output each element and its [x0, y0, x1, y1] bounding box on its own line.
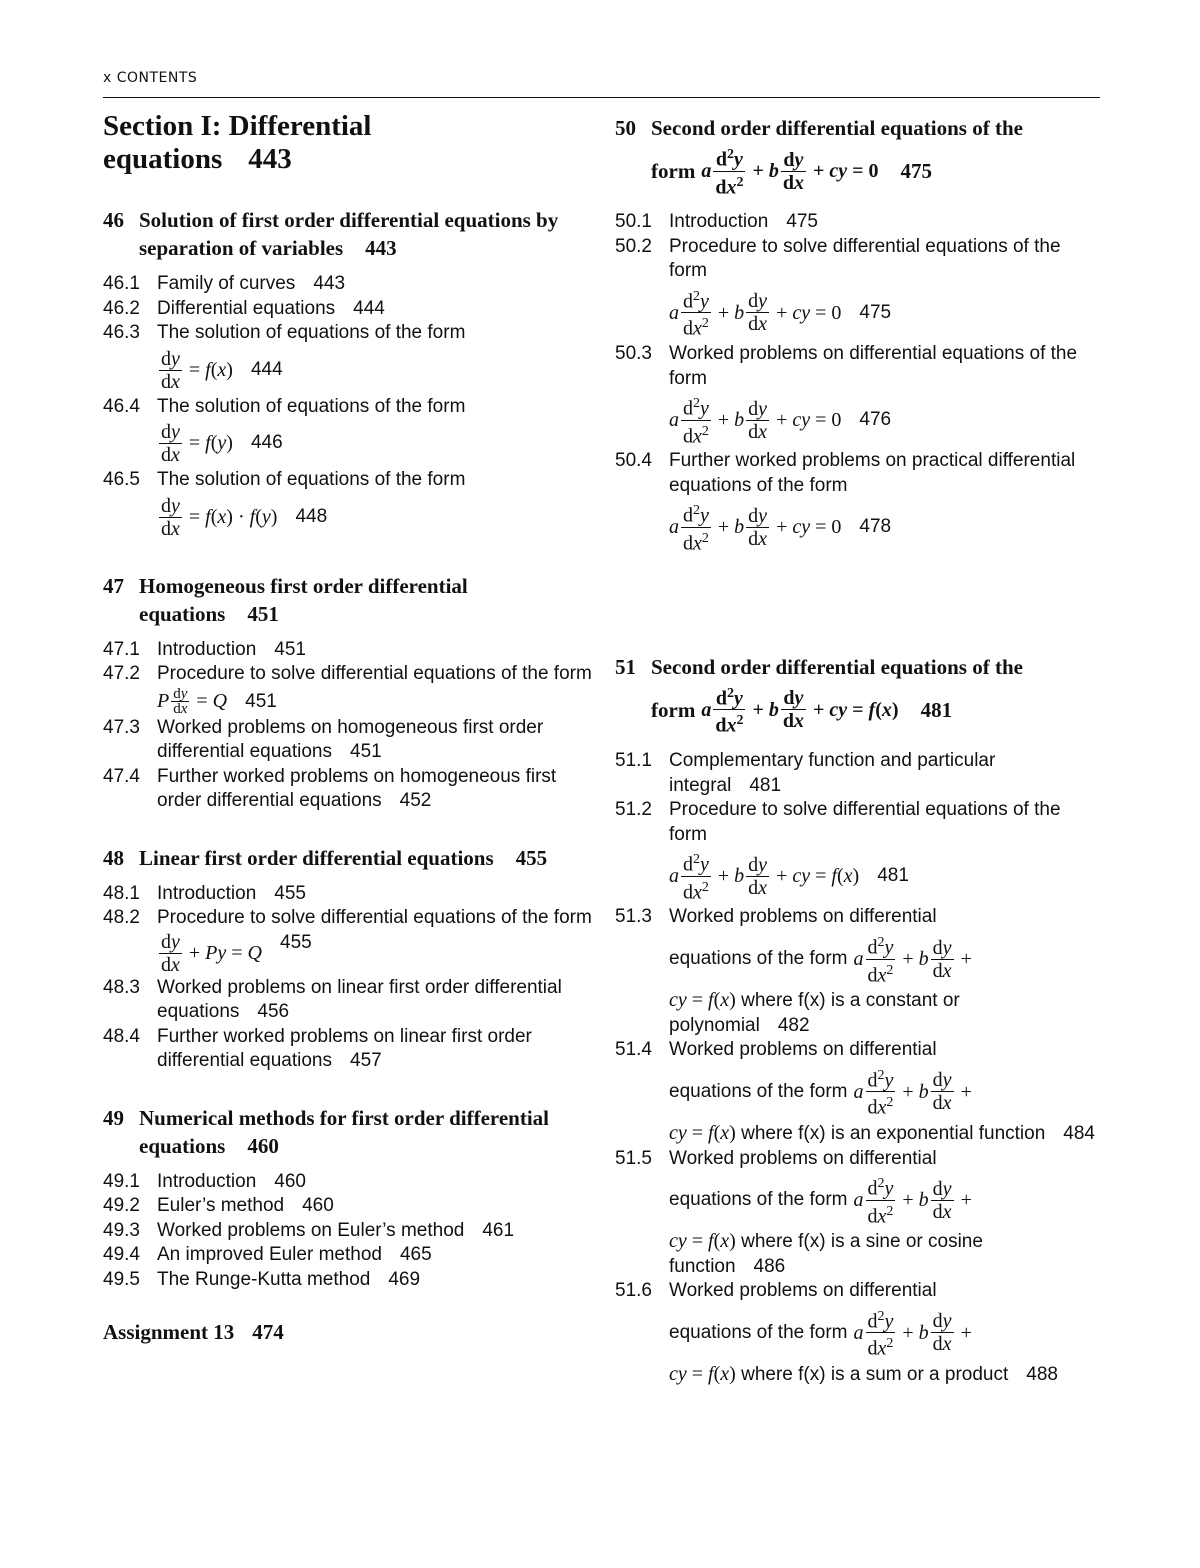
toc-item-46-1[interactable] [103, 272, 593, 297]
item-text: Further worked problems on homogeneous first order differential equations [157, 765, 557, 811]
item-text: Procedure to solve differential equations of the form [157, 907, 592, 928]
chapter-number: 46 [103, 208, 124, 232]
formula-second-order-homogeneous: a $\frac{d^2y}{dx^2}$ + b $\frac{dy}{dx}$ + cy = 0 [669, 288, 842, 341]
chapter-page: 460 [247, 1133, 279, 1158]
chapter-50-heading[interactable] [615, 114, 1100, 200]
item-text: An improved Euler method [157, 1244, 382, 1265]
item-page: 446 [250, 432, 283, 454]
item-number: 47.3 [103, 716, 140, 738]
item-page: 475 [786, 211, 818, 233]
item-text: Worked problems on differential [669, 1039, 937, 1061]
item-number: 46.1 [103, 273, 140, 294]
item-number: 49.5 [103, 1268, 140, 1290]
toc-item-47-2[interactable] [103, 662, 593, 716]
formula-second-order-homogeneous: a $\frac{d^2y}{dx^2}$ + b $\frac{dy}{dx}$ + cy = 0 [701, 147, 879, 199]
item-text: Worked problems on homogeneous first order differential equations [157, 716, 544, 762]
item-text: equations of the form [669, 947, 848, 969]
toc-item-49-2[interactable] [103, 1194, 593, 1219]
item-text: Worked problems on linear first order differential equations [157, 976, 562, 1022]
toc-item-50-4[interactable] [615, 449, 1100, 556]
chapter-page: 475 [900, 159, 933, 184]
chapter-number: 49 [103, 1105, 124, 1130]
item-tail: where f(x) is a sum or a product [741, 1364, 1009, 1386]
item-page: 484 [1063, 1123, 1095, 1144]
item-page: 452 [399, 790, 432, 811]
item-page: 469 [388, 1268, 421, 1290]
formula-p-dy-dx-q: P $\frac{dy}{dx}$ = Q [157, 685, 228, 717]
item-page: 457 [350, 1050, 382, 1071]
chapter-49-items [103, 1170, 593, 1293]
item-text: Worked problems on differential [669, 906, 937, 928]
section-title-line1: Section I: Differential [103, 110, 372, 142]
toc-item-48-3[interactable] [103, 976, 593, 1025]
item-text: Procedure to solve differential equations of the form [669, 235, 1061, 282]
formula-lhs: a $\frac{d^2y}{dx^2}$ + b $\frac{dy}{dx}$ + [853, 1067, 972, 1119]
item-page: 451 [245, 690, 277, 712]
item-page: 460 [274, 1170, 306, 1192]
chapter-title: Linear first order differential equations [139, 845, 494, 870]
item-page: 475 [859, 301, 892, 323]
chapter-number: 51 [615, 654, 636, 679]
item-number: 48.2 [103, 907, 140, 928]
item-number: 51.1 [615, 750, 652, 772]
chapter-46-items [103, 272, 593, 542]
item-number: 51.4 [615, 1039, 652, 1061]
item-text: Worked problems on differential equations of the form [669, 343, 1078, 389]
toc-item-47-3[interactable] [103, 716, 593, 765]
item-text: The solution of equations of the form [157, 395, 466, 417]
formula-second-order-homogeneous: a $\frac{d^2y}{dx^2}$ + b $\frac{dy}{dx}$ + cy = 0 [669, 396, 842, 448]
item-number: 51.6 [615, 1280, 652, 1302]
item-page: 465 [399, 1244, 432, 1265]
item-text: Worked problems on Euler’s method [157, 1219, 465, 1241]
item-text: Procedure to solve differential equations of the form [669, 799, 1061, 845]
chapter-number: 47 [103, 573, 124, 598]
item-tail: where f(x) is a sine or cosine function [669, 1231, 983, 1277]
section-title[interactable] [103, 110, 593, 176]
item-page: 443 [313, 273, 346, 294]
item-page: 444 [353, 297, 385, 319]
assignment-13[interactable] [103, 1320, 593, 1345]
toc-item-47-4[interactable] [103, 765, 593, 814]
toc-item-46-2[interactable] [103, 297, 593, 322]
toc-item-51-6[interactable]: 51.6 Worked problems on differential equations of the form a $\frac{d^2y}{dx^2}$ + b $\frac{dy}{dx}$ + cy = f ( x ) where f(x) is a sum or a product 488 [615, 1279, 1100, 1387]
formula-lhs: a $\frac{d^2y}{dx^2}$ + b $\frac{dy}{dx}$ + [853, 1308, 972, 1361]
left-column [103, 110, 593, 1345]
item-text: equations of the form [669, 1188, 848, 1210]
header-rule [103, 97, 1100, 98]
item-number: 46.5 [103, 469, 140, 490]
item-text: Further worked problems on practical differential equations of the form [669, 450, 1076, 496]
item-page: 451 [350, 741, 382, 762]
running-head: x CONTENTS [103, 70, 198, 86]
item-text: Family of curves [157, 273, 296, 294]
item-page: 488 [1026, 1364, 1058, 1386]
chapter-46-heading[interactable] [103, 206, 593, 262]
formula-second-order-nonhomogeneous: a $\frac{d^2y}{dx^2}$ + b $\frac{dy}{dx}$ + cy = f ( x ) [701, 685, 899, 738]
item-number: 46.2 [103, 297, 140, 319]
chapter-number: 48 [103, 845, 124, 870]
formula-dy-dx-fx: $\frac{dy}{dx}$ = f ( x ) [161, 347, 233, 393]
item-page: 481 [749, 774, 782, 796]
toc-item-46-3[interactable] [103, 321, 593, 395]
toc-item-48-1[interactable] [103, 882, 593, 907]
chapter-page: 451 [247, 601, 279, 626]
item-tail: where f(x) is an exponential function [741, 1123, 1046, 1144]
item-text: Further worked problems on linear first order differential equations [157, 1025, 532, 1071]
item-text: Introduction [157, 638, 257, 660]
chapter-title: Second order differential equations of the [651, 654, 1023, 679]
item-page: 460 [302, 1195, 334, 1216]
section-page: 443 [248, 143, 292, 175]
item-number: 49.2 [103, 1195, 140, 1216]
formula-dy-dx-fx-fy: $\frac{dy}{dx}$ = f ( x ) · f ( y ) [161, 494, 278, 540]
toc-item-49-4[interactable] [103, 1243, 593, 1268]
chapter-47-items [103, 638, 593, 814]
section-title-line2: equations [103, 143, 223, 175]
item-page: 451 [274, 638, 306, 660]
item-page: 456 [257, 1001, 290, 1022]
right-column [615, 114, 1100, 1388]
formula-lhs: a $\frac{d^2y}{dx^2}$ + b $\frac{dy}{dx}$ + [853, 1176, 972, 1228]
item-number: 50.1 [615, 211, 652, 233]
item-number: 46.3 [103, 322, 140, 343]
chapter-page: 455 [515, 845, 548, 870]
item-page: 476 [859, 409, 892, 431]
toc-item-46-4[interactable] [103, 395, 593, 469]
item-page: 482 [777, 1014, 810, 1036]
item-text: The solution of equations of the form [157, 322, 466, 343]
toc-item-49-5[interactable] [103, 1268, 593, 1293]
item-number: 46.4 [103, 395, 140, 417]
item-text: Introduction [157, 1170, 257, 1192]
item-number: 47.2 [103, 663, 140, 684]
toc-item-46-5[interactable] [103, 468, 593, 542]
item-number: 49.4 [103, 1244, 140, 1265]
toc-item-49-3[interactable] [103, 1219, 593, 1244]
toc-item-50-2[interactable] [615, 235, 1100, 342]
item-text: The Runge-Kutta method [157, 1268, 371, 1290]
item-number: 48.4 [103, 1025, 140, 1047]
item-number: 51.3 [615, 906, 652, 928]
toc-item-50-1[interactable] [615, 210, 1100, 235]
item-text: Worked problems on differential [669, 1147, 937, 1169]
chapter-50-items [615, 210, 1100, 556]
item-text: Introduction [669, 211, 769, 233]
item-number: 49.1 [103, 1170, 140, 1192]
formula-lhs: a $\frac{d^2y}{dx^2}$ + b $\frac{dy}{dx}$ + [853, 934, 972, 987]
toc-item-50-3[interactable] [615, 342, 1100, 449]
item-text: Introduction [157, 882, 257, 904]
chapter-title: Solution of first order differential equations by separation of variables [139, 208, 559, 260]
chapter-title: Numerical methods for first order differential equations [139, 1105, 549, 1158]
toc-item-47-1[interactable] [103, 638, 593, 663]
item-page: 448 [295, 505, 328, 527]
assignment-page: 474 [252, 1320, 284, 1344]
chapter-number: 50 [615, 116, 636, 140]
formula-second-order-nonhomogeneous: a $\frac{d^2y}{dx^2}$ + b $\frac{dy}{dx}$ + cy = f ( x ) [669, 852, 860, 904]
item-text: Differential equations [157, 297, 336, 319]
assignment-label: Assignment 13 [103, 1320, 235, 1344]
item-number: 49.3 [103, 1219, 140, 1241]
chapter-title-form: form [651, 159, 696, 184]
item-page: 486 [753, 1255, 786, 1277]
chapter-title-form: form [651, 697, 696, 722]
chapter-48-heading[interactable] [103, 844, 593, 872]
toc-item-51-4[interactable]: 51.4 Worked problems on differential equations of the form a $\frac{d^2y}{dx^2}$ + b $\frac{dy}{dx}$ + cy = f ( x ) where f(x) is an exponential function 484 [615, 1038, 1100, 1146]
formula-dy-dx-py-q: $\frac{dy}{dx}$ + Py = Q [161, 930, 262, 976]
item-number: 47.4 [103, 765, 140, 787]
item-page: 455 [280, 931, 312, 953]
chapter-page: 443 [365, 236, 397, 260]
item-number: 47.1 [103, 638, 140, 660]
item-text: Worked problems on differential [669, 1280, 937, 1302]
item-text: Complementary function and particular integral [669, 750, 996, 796]
chapter-page: 481 [920, 697, 953, 722]
chapter-48-items [103, 882, 593, 1074]
item-page: 461 [482, 1219, 515, 1241]
item-text: The solution of equations of the form [157, 469, 466, 490]
item-number: 51.5 [615, 1147, 652, 1169]
toc-item-51-5[interactable]: 51.5 Worked problems on differential equations of the form a $\frac{d^2y}{dx^2}$ + b $\frac{dy}{dx}$ + cy = f ( x ) where f(x) is a sine or cosine function 486 [615, 1147, 1100, 1280]
item-number: 48.1 [103, 882, 140, 904]
chapter-49-heading[interactable] [103, 1104, 593, 1160]
chapter-51-items [615, 749, 1100, 1388]
item-number: 50.3 [615, 343, 652, 365]
toc-item-51-2[interactable] [615, 798, 1100, 905]
toc-item-49-1[interactable] [103, 1170, 593, 1195]
item-text: equations of the form [669, 1080, 848, 1102]
chapter-47-heading[interactable] [103, 572, 593, 628]
toc-item-48-4[interactable] [103, 1025, 593, 1074]
item-page: 455 [274, 882, 306, 904]
item-number: 51.2 [615, 799, 652, 821]
item-number: 50.2 [615, 235, 652, 257]
item-page: 481 [877, 864, 909, 886]
toc-item-51-3[interactable]: 51.3 Worked problems on differential equations of the form a $\frac{d^2y}{dx^2}$ + b $\frac{dy}{dx}$ + cy = f ( x ) where f(x) is a constant or polynomial 482 [615, 905, 1100, 1038]
formula-dy-dx-fy: $\frac{dy}{dx}$ = f ( y ) [161, 421, 233, 466]
item-number: 50.4 [615, 450, 652, 472]
item-page: 478 [859, 516, 892, 538]
chapter-51-heading[interactable] [615, 653, 1100, 739]
item-text: Euler’s method [157, 1195, 285, 1216]
formula-second-order-homogeneous: a $\frac{d^2y}{dx^2}$ + b $\frac{dy}{dx}$ + cy = 0 [669, 503, 842, 555]
item-text: Procedure to solve differential equations of the form [157, 663, 592, 684]
toc-item-48-2[interactable] [103, 906, 593, 976]
chapter-title: Second order differential equations of the [651, 116, 1023, 140]
item-tail: where f(x) is a constant or polynomial [669, 990, 960, 1036]
item-page: 444 [250, 358, 283, 380]
item-number: 48.3 [103, 976, 140, 998]
item-text: equations of the form [669, 1321, 848, 1343]
chapter-title: Homogeneous first order differential equations [139, 573, 468, 626]
toc-item-51-1[interactable] [615, 749, 1100, 798]
